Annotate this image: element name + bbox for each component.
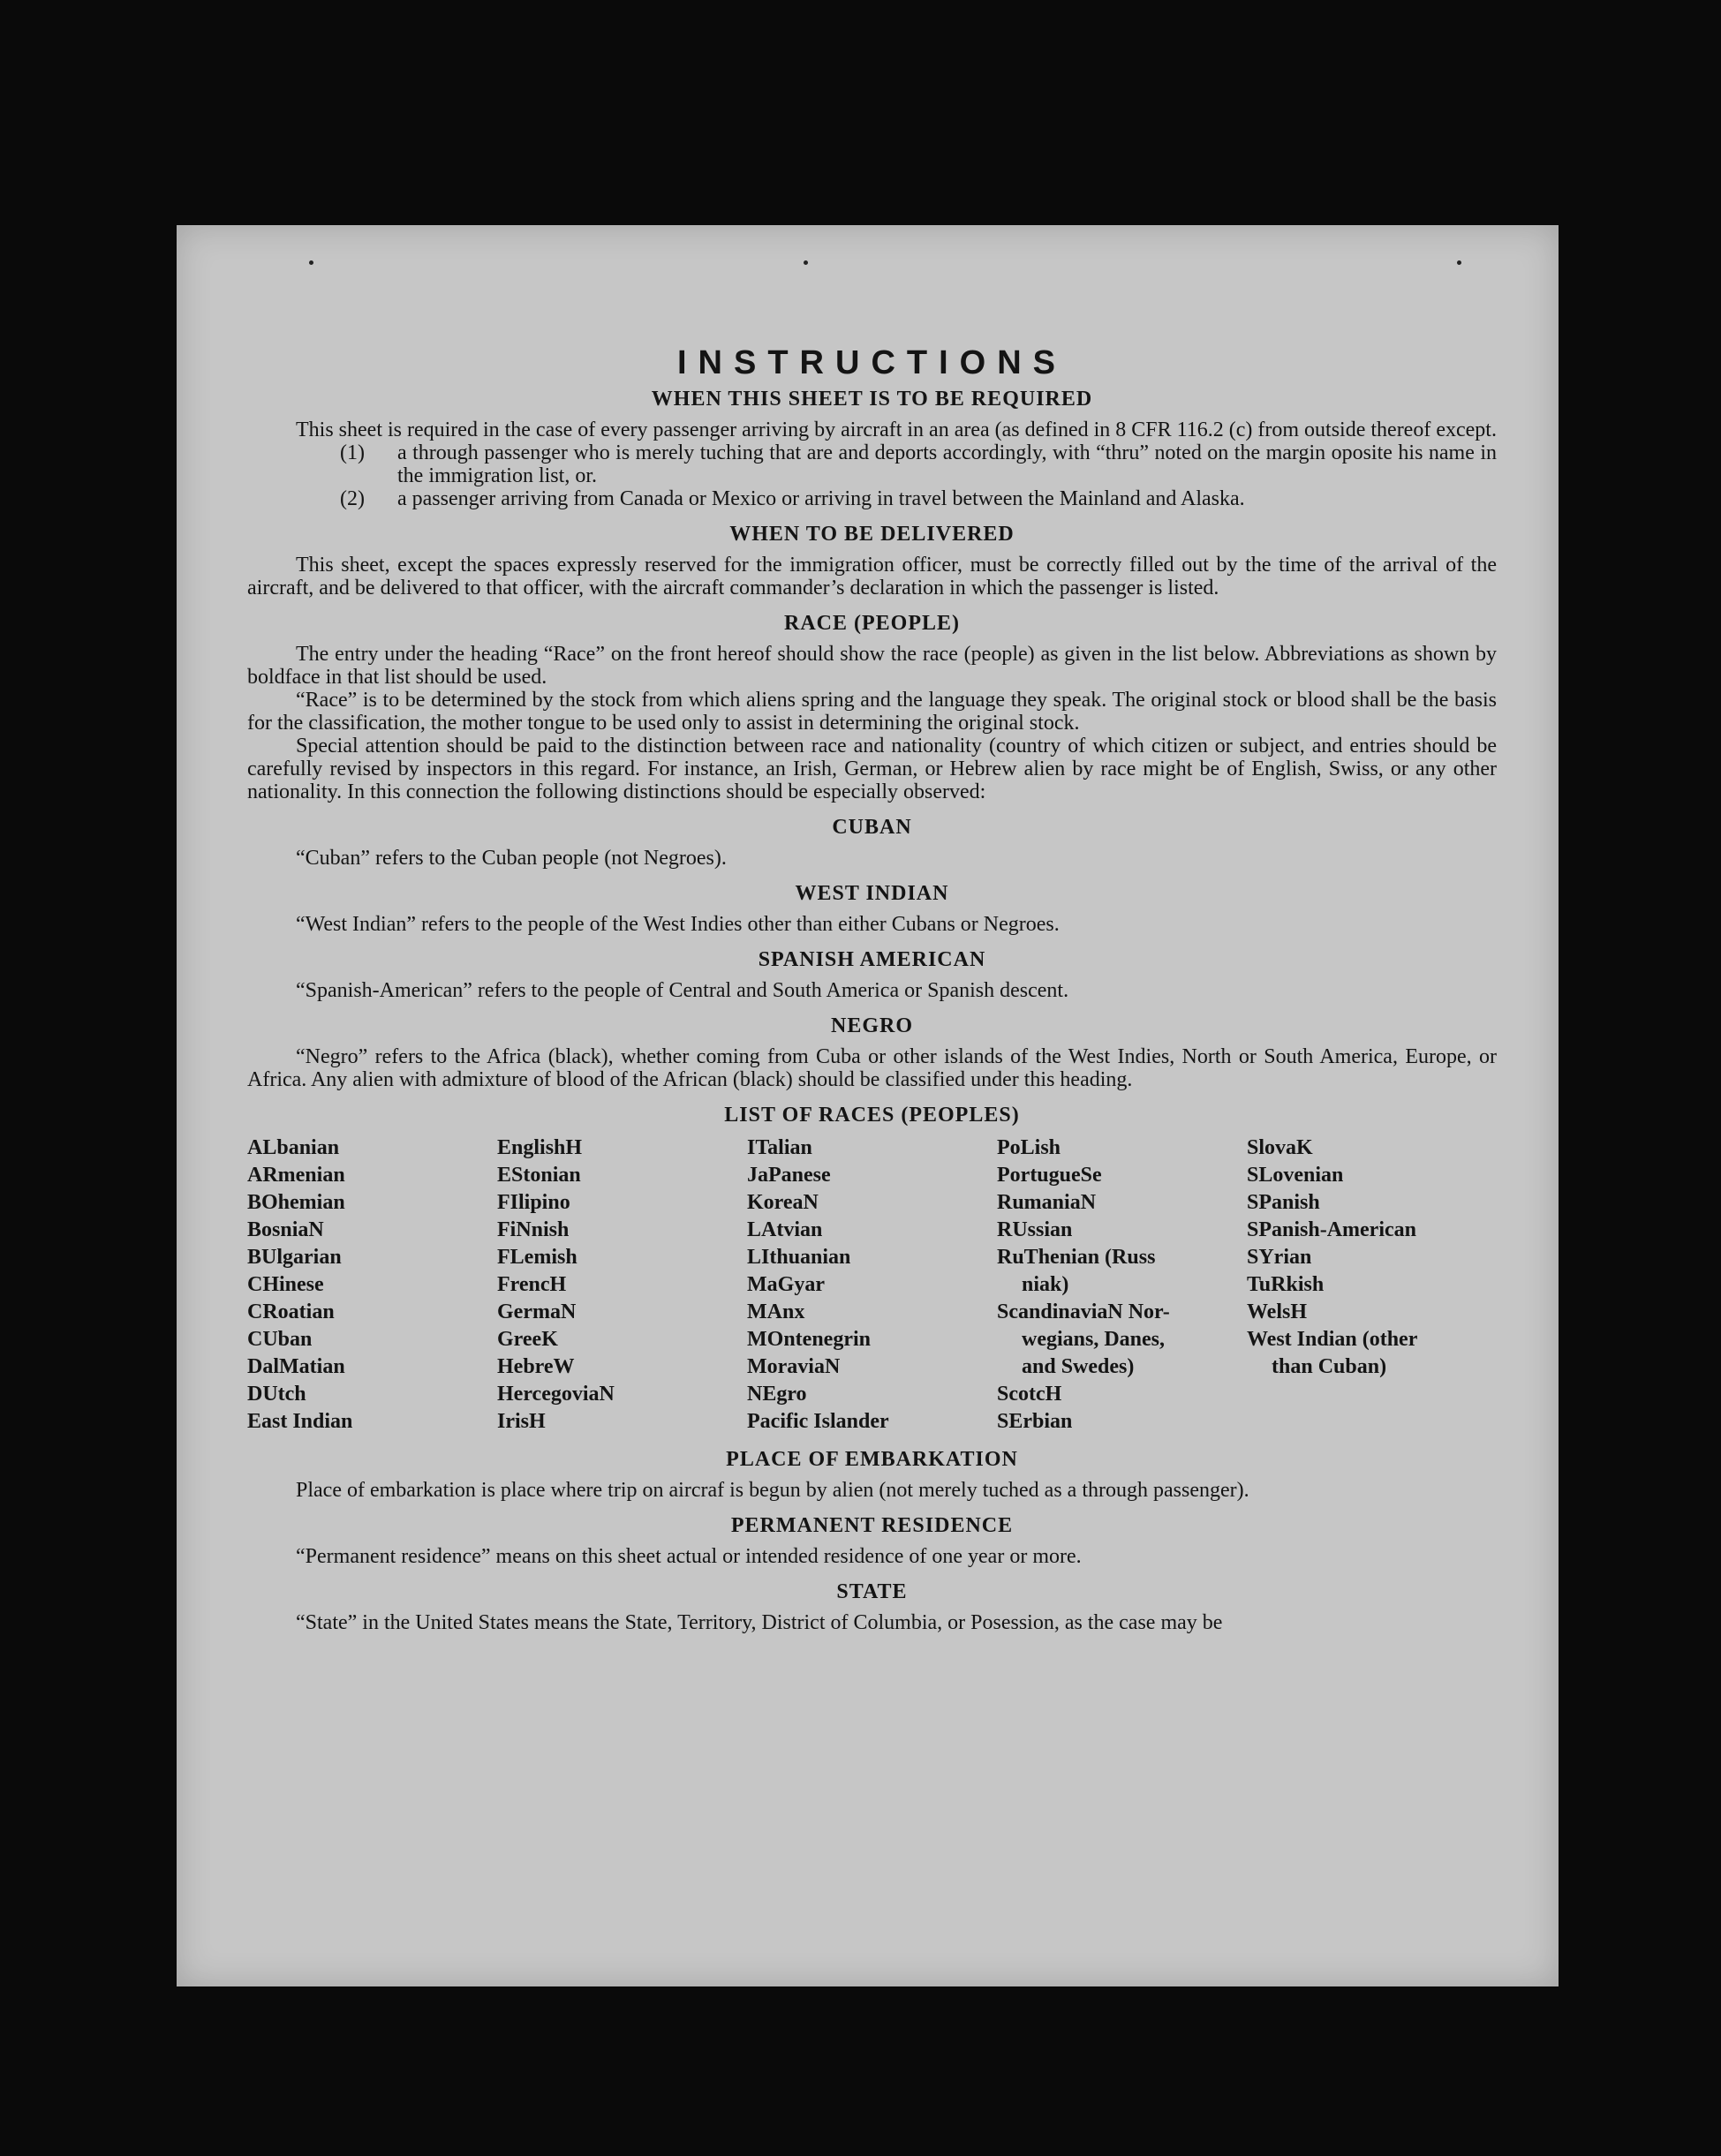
race-entry: wegians, Danes, <box>1022 1328 1166 1351</box>
heading-spanish-american: SPANISH AMERICAN <box>758 948 986 971</box>
race-entry: Pacific Islander <box>747 1410 889 1433</box>
heading-required: WHEN THIS SHEET IS TO BE REQUIRED <box>651 388 1093 411</box>
race-entry: East Indian <box>247 1410 353 1433</box>
race-entry: RuThenian (Russ <box>997 1246 1156 1269</box>
race-entry: HebreW <box>497 1355 575 1378</box>
race-entry: ScotcH <box>997 1383 1062 1406</box>
race-entry: ARmenian <box>247 1164 345 1187</box>
race-entry: FIlipino <box>497 1191 570 1214</box>
races-column <box>497 1135 747 1436</box>
race-entry: West Indian (other <box>1247 1328 1418 1351</box>
west-indian-text: “West Indian” refers to the people of the West Indies other than either Cubans or Negroes. <box>296 913 1060 936</box>
race-entry: BUlgarian <box>247 1246 342 1269</box>
race-entry: CUban <box>247 1328 313 1351</box>
heading-permanent-residence: PERMANENT RESIDENCE <box>730 1514 1014 1537</box>
race-paragraph-1: The entry under the heading “Race” on the front hereof should show the race (people) as given in the list below. Abbreviations as shown by boldface in that list should be used. <box>247 643 1497 689</box>
race-entry: LIthuanian <box>747 1246 851 1269</box>
document-title: INSTRUCTIONS <box>677 344 1067 381</box>
race-entry: PortugueSe <box>997 1164 1102 1187</box>
race-entry: FiNnish <box>497 1218 570 1241</box>
delivered-text: This sheet, except the spaces expressly reserved for the immigration officer, must be correctly filled out by the time of the arrival of the aircraft, and be delivered to that officer, with the aircraft commander’s declaration in which the passenger is listed. <box>247 554 1497 599</box>
exception-item <box>340 441 1497 487</box>
race-entry: SYrian <box>1247 1246 1312 1269</box>
heading-list-of-races: LIST OF RACES (PEOPLES) <box>724 1104 1020 1127</box>
race-entry: RumaniaN <box>997 1191 1097 1214</box>
exception-text: a through passenger who is merely tuching that are and deports accordingly, with “thru” noted on the margin oposite his name in the immigration list, or. <box>397 441 1497 487</box>
race-entry: EnglishH <box>497 1136 583 1159</box>
exception-number: (2) <box>340 487 365 510</box>
exception-number: (1) <box>340 441 365 464</box>
race-entry: FLemish <box>497 1246 577 1269</box>
race-entry: TuRkish <box>1247 1273 1325 1296</box>
race-entry: IrisH <box>497 1410 546 1433</box>
races-column <box>747 1135 997 1436</box>
race-entry: BOhemian <box>247 1191 345 1214</box>
races-list <box>247 1135 1497 1436</box>
exception-text: a passenger arriving from Canada or Mexico or arriving in travel between the Mainland and Alaska. <box>397 487 1245 510</box>
race-entry: niak) <box>1022 1273 1069 1296</box>
race-entry: WelsH <box>1247 1300 1308 1323</box>
heading-delivered: WHEN TO BE DELIVERED <box>729 523 1015 546</box>
negro-text: “Negro” refers to the Africa (black), whether coming from Cuba or other islands of the West Indies, North or South America, Europe, or Africa. Any alien with admixture of blood of the African (black) should be classified under this heading. <box>247 1045 1497 1091</box>
race-paragraph-2: “Race” is to be determined by the stock from which aliens spring and the language they speak. The original stock or blood shall be the basis for the classification, the mother tongue to be used only to assist in determining the original stock. <box>247 689 1497 735</box>
heading-west-indian: WEST INDIAN <box>795 882 949 905</box>
race-entry: NEgro <box>747 1383 807 1406</box>
race-paragraph-3: Special attention should be paid to the distinction between race and nationality (country of which citizen or subject, and entries should be carefully revised by inspectors in this regard. For instance, an Irish, German, or Hebrew alien by race might be of English, Swiss, or any other nationality. In this connection the following distinctions should be especially observed: <box>247 735 1497 803</box>
race-entry: MAnx <box>747 1300 805 1323</box>
race-entry: SlovaK <box>1247 1136 1313 1159</box>
heading-state: STATE <box>836 1580 908 1603</box>
residence-text: “Permanent residence” means on this sheet actual or intended residence of one year or more. <box>296 1545 1082 1568</box>
heading-race: RACE (PEOPLE) <box>784 612 960 635</box>
race-entry: BosniaN <box>247 1218 324 1241</box>
punch-marks <box>177 260 1559 278</box>
state-text: “State” in the United States means the State, Territory, District of Columbia, or Posession, as the case may be <box>296 1611 1223 1634</box>
required-intro: This sheet is required in the case of every passenger arriving by aircraft in an area (as defined in 8 CFR 116.2 (c) from outside thereof except. <box>296 418 1497 441</box>
race-entry: SLovenian <box>1247 1164 1344 1187</box>
heading-cuban: CUBAN <box>832 816 912 839</box>
race-entry: ALbanian <box>247 1136 340 1159</box>
race-entry: SErbian <box>997 1410 1073 1433</box>
race-entry: RUssian <box>997 1218 1073 1241</box>
race-entry: FrencH <box>497 1273 567 1296</box>
race-entry: MOntenegrin <box>747 1328 871 1351</box>
race-entry: KoreaN <box>747 1191 819 1214</box>
race-entry: SPanish-American <box>1247 1218 1416 1241</box>
race-entry: GreeK <box>497 1328 558 1351</box>
race-entry: SPanish <box>1247 1191 1320 1214</box>
race-entry: MaGyar <box>747 1273 825 1296</box>
heading-embarkation: PLACE OF EMBARKATION <box>726 1448 1018 1471</box>
race-entry: DUtch <box>247 1383 306 1406</box>
race-entry: EStonian <box>497 1164 581 1187</box>
race-entry: and Swedes) <box>1022 1355 1135 1378</box>
document-sheet <box>177 225 1559 1986</box>
race-entry: ScandinaviaN Nor- <box>997 1300 1170 1323</box>
race-entry: CHinese <box>247 1273 324 1296</box>
race-entry: ITalian <box>747 1136 812 1159</box>
races-column <box>1247 1135 1497 1436</box>
heading-negro: NEGRO <box>830 1014 913 1037</box>
cuban-text: “Cuban” refers to the Cuban people (not Negroes). <box>296 847 727 870</box>
races-column <box>997 1135 1247 1436</box>
races-column <box>247 1135 497 1436</box>
race-entry: DalMatian <box>247 1355 345 1378</box>
race-entry: than Cuban) <box>1272 1355 1387 1378</box>
spanish-american-text: “Spanish-American” refers to the people of Central and South America or Spanish descent. <box>296 979 1069 1002</box>
race-entry: LAtvian <box>747 1218 823 1241</box>
embarkation-text: Place of embarkation is place where trip on aircraf is begun by alien (not merely tuched as a through passenger). <box>296 1479 1249 1502</box>
race-entry: JaPanese <box>747 1164 831 1187</box>
race-entry: HercegoviaN <box>497 1383 615 1406</box>
race-entry: PoLish <box>997 1136 1061 1159</box>
exception-item <box>340 487 1497 510</box>
race-entry: CRoatian <box>247 1300 335 1323</box>
document-content <box>247 344 1497 1634</box>
race-entry: MoraviaN <box>747 1355 841 1378</box>
race-entry: GermaN <box>497 1300 577 1323</box>
